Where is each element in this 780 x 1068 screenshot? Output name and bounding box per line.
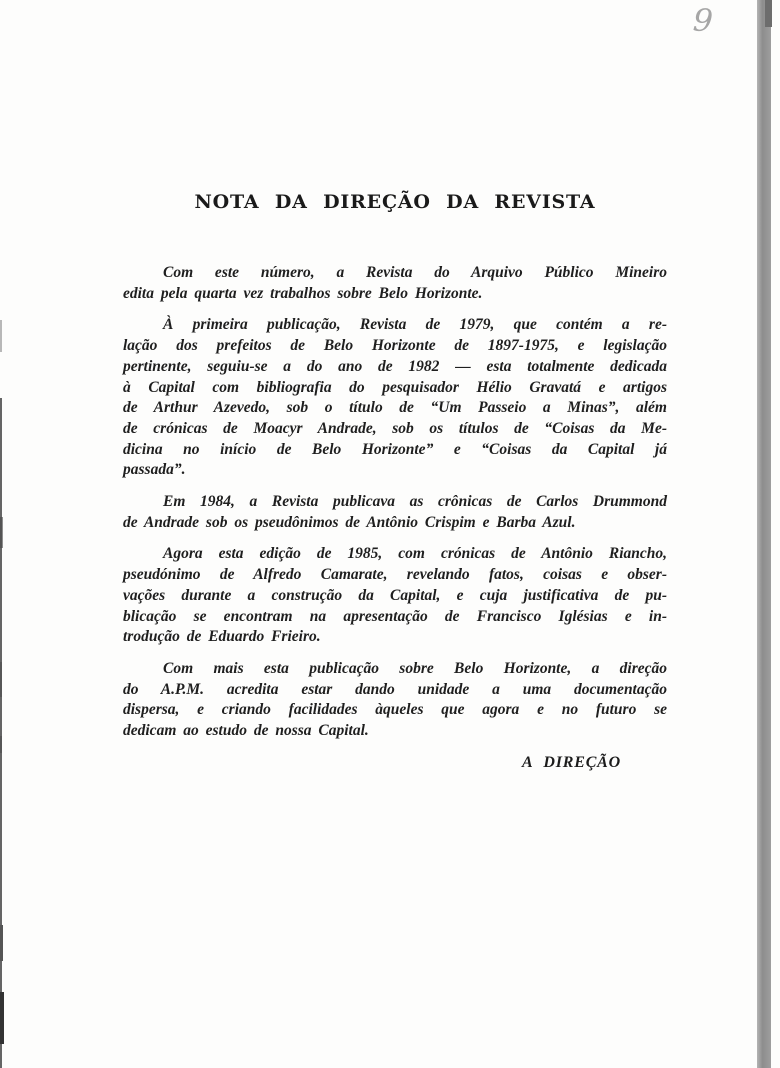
signature: A DIREÇÃO — [521, 753, 621, 771]
text-line: pseudónimo de Alfredo Camarate, revelando fatos, coisas e obser- — [123, 566, 667, 584]
paragraph — [123, 544, 667, 648]
text-line: lação dos prefeitos de Belo Horizonte de 1897-1975, e legislação — [123, 337, 667, 355]
scan-gutter-shadow — [757, 0, 771, 1068]
paragraph — [123, 492, 667, 533]
text-line: blicação se encontram na apresentação de Francisco Iglésias e in- — [123, 607, 667, 625]
scan-artifact-left-edge-line — [0, 398, 2, 1068]
body-text — [123, 263, 667, 773]
text-line: à Capital com bibliografia do pesquisador Hélio Gravatá e artigos — [123, 378, 667, 396]
paragraph — [123, 263, 667, 304]
text-line: À primeira publicação, Revista de 1979, que contém a re- — [163, 316, 667, 334]
text-line: dicina no início de Belo Horizonte” e “Coisas da Capital já — [123, 440, 667, 458]
text-line: Com mais esta publicação sobre Belo Horizonte, a direção — [163, 659, 667, 677]
text-line: trodução de Eduardo Frieiro. — [123, 628, 321, 646]
paragraph — [123, 659, 667, 742]
page-number: 9 — [691, 2, 714, 40]
text-line: Com este número, a Revista do Arquivo Público Mineiro — [163, 264, 667, 281]
paragraph — [123, 315, 667, 481]
scan-gutter-shadow-dark — [765, 0, 772, 27]
text-line: de Arthur Azevedo, sob o título de “Um Passeio a Minas”, além — [123, 399, 667, 417]
scan-artifact-left — [0, 992, 4, 1044]
text-line: edita pela quarta vez trabalhos sobre Belo Horizonte. — [123, 284, 483, 302]
text-line: vações durante a construção da Capital, e cuja justificativa de pu- — [123, 586, 667, 604]
text-line: Agora esta edição de 1985, com crónicas de Antônio Riancho, — [163, 545, 667, 563]
text-line: dedicam ao estudo de nossa Capital. — [123, 722, 369, 740]
text-line: dispersa, e criando facilidades àqueles que agora e no futuro se — [123, 701, 667, 719]
text-line: do A.P.M. acredita estar dando unidade a uma documentação — [123, 680, 667, 698]
scan-artifact-left — [0, 320, 2, 352]
text-line: de Andrade sob os pseudônimos de Antônio Crispim e Barba Azul. — [123, 513, 576, 531]
page-title: NOTA DA DIREÇÃO DA REVISTA — [194, 191, 596, 213]
text-line: de crónicas de Moacyr Andrade, sob os títulos de “Coisas da Me- — [123, 419, 667, 437]
scan-artifact-left — [0, 925, 3, 961]
text-line: Em 1984, a Revista publicava as crônicas de Carlos Drummond — [163, 493, 667, 511]
text-line: passada”. — [123, 461, 186, 479]
text-line: pertinente, seguiu-se a do ano de 1982 — esta totalmente dedicada — [123, 357, 667, 375]
